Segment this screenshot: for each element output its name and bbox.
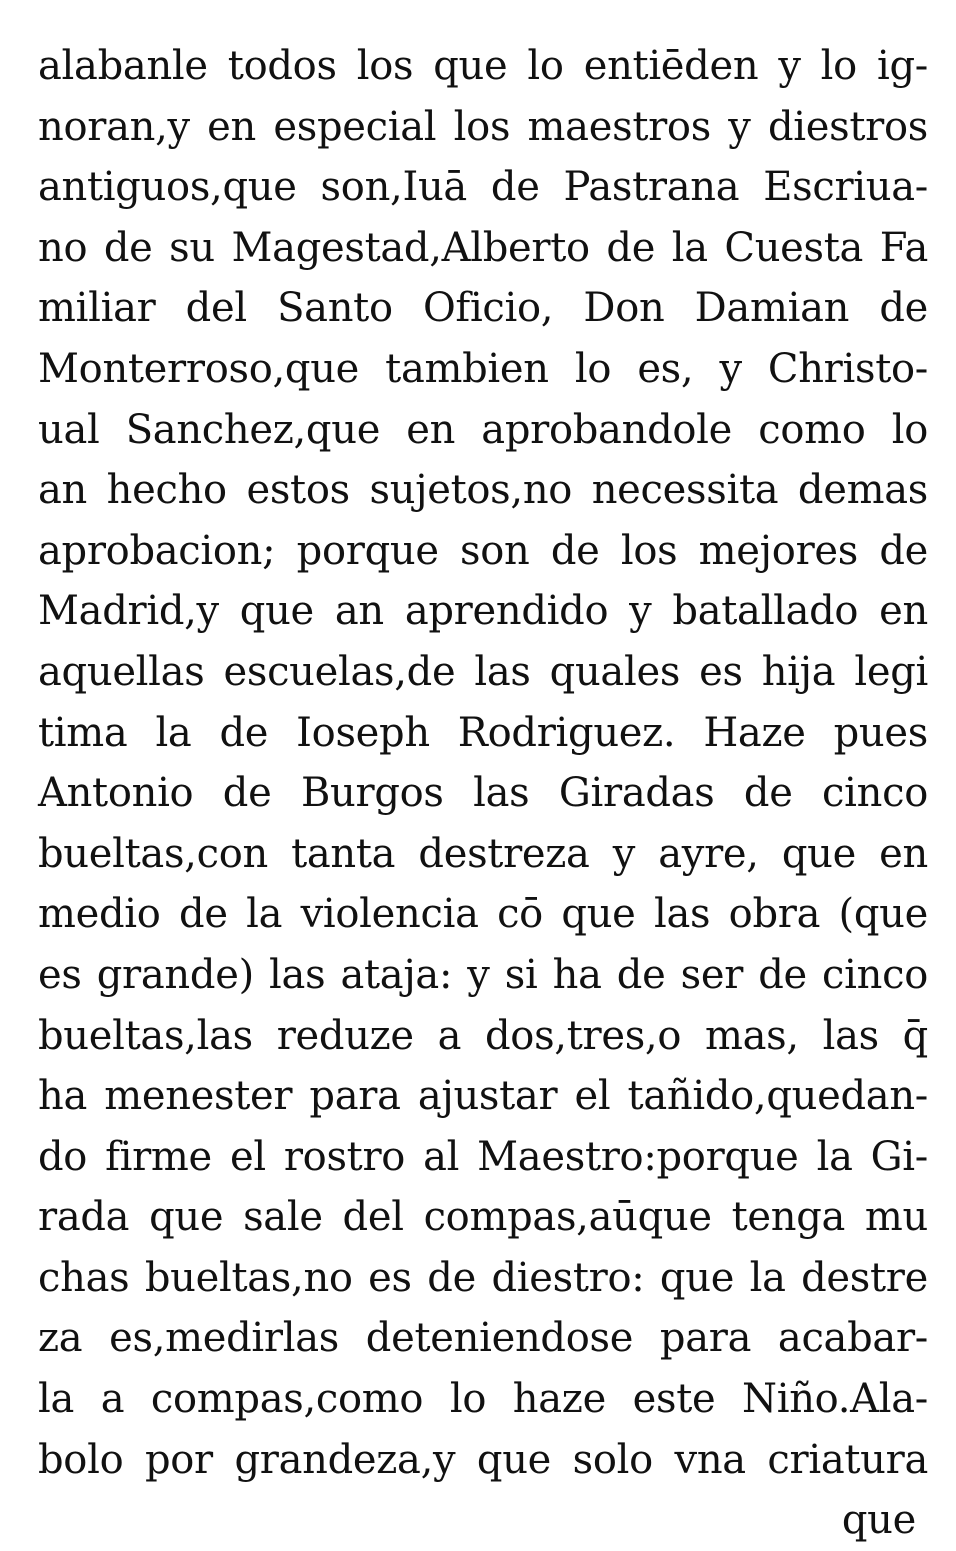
text-line: Monterroso,que tambien lo es, y Christo- — [38, 345, 928, 392]
text-line: aquellas escuelas,de las quales es hija legi — [38, 648, 928, 695]
body-text — [38, 36, 928, 1551]
text-line: do firme el rostro al Maestro:porque la Gi- — [38, 1133, 928, 1180]
text-line: an hecho estos sujetos,no necessita demas — [38, 467, 928, 514]
text-line: tima la de Ioseph Rodriguez. Haze pues — [38, 709, 928, 756]
text-line: ual Sanchez,que en aprobandole como lo — [38, 406, 928, 453]
text-line: es grande) las ataja: y si ha de ser de cinco — [38, 951, 928, 998]
text-line: chas bueltas,no es de diestro: que la destre — [38, 1254, 928, 1301]
text-line: bueltas,con tanta destreza y ayre, que en — [38, 830, 928, 877]
text-line: la a compas,como lo haze este Niño.Ala- — [38, 1376, 928, 1423]
text-line: Antonio de Burgos las Giradas de cinco — [38, 770, 928, 817]
text-line: aprobacion; porque son de los mejores de — [38, 527, 928, 574]
text-line: medio de la violencia cō que las obra (que — [38, 891, 928, 938]
text-line: miliar del Santo Oficio, Don Damian de — [38, 285, 928, 332]
text-line: ha menester para ajustar el tañido,quedan- — [38, 1073, 928, 1120]
text-line: Madrid,y que an aprendido y batallado en — [38, 588, 928, 635]
text-line: rada que sale del compas,aūque tenga mu — [38, 1194, 928, 1241]
text-line: bolo por grandeza,y que solo vna criatura — [38, 1436, 928, 1483]
text-line: no de su Magestad,Alberto de la Cuesta Fa — [38, 224, 928, 271]
text-line: noran,y en especial los maestros y diestros — [38, 103, 928, 150]
catchword: que — [841, 1497, 916, 1544]
text-line: alabanle todos los que lo entiēden y lo ig- — [38, 43, 928, 89]
text-line: bueltas,las reduze a dos,tres,o mas, las q̄ — [38, 1012, 928, 1059]
text-line: za es,medirlas deteniendose para acabar- — [38, 1315, 928, 1362]
text-line: antiguos,que son,Iuā de Pastrana Escriua- — [38, 164, 928, 211]
